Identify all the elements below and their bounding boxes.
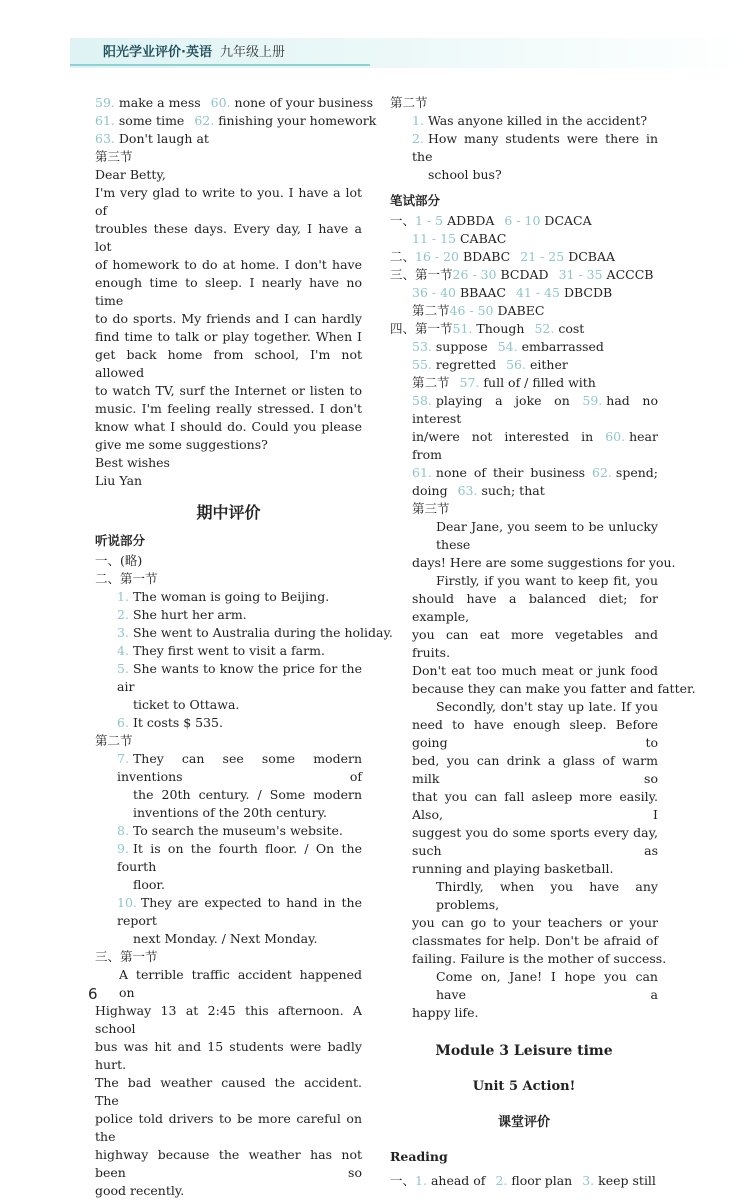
item-number: 52. [534, 321, 555, 336]
essay-line: should have a balanced diet; for example, [412, 591, 658, 624]
section-label: 第二节 [390, 95, 428, 110]
answer-text: none of your business [234, 95, 373, 110]
answer-text: They are expected to hand in the report [117, 895, 362, 928]
item-number: 2. [117, 607, 129, 622]
item-number: 4. [117, 643, 129, 658]
answer-key-line [390, 248, 658, 266]
item-number: 51. [452, 321, 473, 336]
answer-key: playing a joke on [435, 393, 570, 408]
answer-continuation: next Monday. / Next Monday. [133, 931, 318, 946]
essay-line: need to have enough sleep. Before going to [412, 717, 658, 750]
passage-line: A terrible traffic accident happened on [119, 967, 362, 1000]
answer-key: keep still [598, 1173, 656, 1188]
answer-key: ACCCB [606, 267, 654, 282]
item-number: 1. [415, 1173, 427, 1188]
essay-line: running and playing basketball. [412, 861, 614, 876]
answer-key: BDABC [463, 249, 511, 264]
answer-text: It costs $ 535. [132, 715, 223, 730]
section-label: 第三节 [412, 501, 450, 516]
answer-line [95, 642, 362, 660]
book-title: 阳光学业评价·英语 [103, 45, 212, 60]
unit-title: Unit 5 Action! [472, 1079, 576, 1094]
essay-line: you can go to your teachers or your [412, 915, 658, 930]
passage-line: The bad weather caused the accident. The [95, 1075, 362, 1108]
answer-key: cost [558, 321, 585, 336]
written-heading: 笔试部分 [390, 193, 441, 208]
answer-line [95, 822, 362, 840]
answer-key-line [390, 392, 658, 428]
item-range: 11 - 15 [412, 231, 456, 246]
answer-text: It is on the fourth floor. / On the fourth [117, 841, 362, 874]
item-number: 5. [117, 661, 129, 676]
answer-continuation: school bus? [428, 167, 502, 182]
letter-line: know what I should do. Could you please [95, 419, 362, 434]
essay-line: classmates for help. Don't be afraid of [412, 933, 658, 948]
answer-text: finishing your homework [218, 113, 377, 128]
answer-key: regretted [435, 357, 497, 372]
answer-key: none of their business [435, 465, 586, 480]
section-label: 第二节 [412, 375, 450, 390]
essay-line: days! Here are some suggestions for you. [412, 555, 676, 570]
essay-line: failing. Failure is the mother of success. [412, 951, 667, 966]
part-prefix: 四、第一节 [390, 321, 453, 336]
essay-line: you can eat more vegetables and fruits. [412, 627, 658, 660]
essay-line: suggest you do some sports every day, such as [412, 825, 658, 858]
letter-line: to watch TV, surf the Internet or listen to [95, 383, 362, 398]
item-range: 1 - 5 [415, 213, 444, 228]
answer-key: had no interest [412, 393, 658, 426]
item-number: 63. [95, 131, 115, 146]
part-prefix: 三、第一节 [390, 267, 453, 282]
item-number: 61. [95, 113, 115, 128]
item-number: 2. [495, 1173, 508, 1188]
part-label: 三、第一节 [95, 949, 158, 964]
item-number: 62. [592, 465, 612, 480]
answer-key: in/were not interested in [412, 429, 594, 444]
answer-line [95, 840, 362, 876]
answer-key-line [390, 230, 658, 248]
item-number: 57. [459, 375, 480, 390]
left-column [95, 94, 393, 1200]
item-number: 1. [412, 113, 424, 128]
item-number: 6. [117, 715, 129, 730]
letter-closing: Best wishes [95, 455, 170, 470]
essay-line: bed, you can drink a glass of warm milk so [412, 753, 658, 786]
answer-line [95, 624, 393, 642]
section-label: 第三节 [95, 149, 133, 164]
letter-line: troubles these days. Every day, I have a lot [95, 221, 362, 254]
answer-key-line [390, 428, 658, 464]
header-rule [70, 64, 370, 66]
answer-key: spend; [615, 465, 658, 480]
answer-text: The woman is going to Beijing. [132, 589, 330, 604]
part-label: 一、(略) [95, 553, 143, 568]
answer-key-line [390, 284, 658, 302]
item-number: 2. [412, 131, 424, 146]
answer-key-line [390, 212, 658, 230]
item-number: 7. [117, 751, 129, 766]
header-title [103, 44, 285, 62]
section-label: 第二节 [95, 733, 133, 748]
item-number: 1. [117, 589, 129, 604]
right-column [390, 94, 696, 1190]
answer-line [95, 94, 373, 112]
essay-line: because they can make you fatter and fatter. [412, 681, 696, 696]
essay-line: Firstly, if you want to keep fit, you [436, 573, 658, 588]
essay-line: that you can fall asleep more easily. Also, I [412, 789, 658, 822]
item-range: 26 - 30 [452, 267, 497, 282]
answer-text: Don't laugh at [118, 131, 209, 146]
answer-line [95, 714, 362, 732]
item-number: 60. [605, 429, 626, 444]
answer-key: DCACA [544, 213, 592, 228]
answer-text: She hurt her arm. [132, 607, 247, 622]
item-range: 41 - 45 [515, 285, 560, 300]
part-prefix: 一、 [390, 213, 416, 228]
part-prefix: 二、 [390, 249, 416, 264]
answer-key-line [390, 1172, 658, 1190]
item-number: 10. [117, 895, 137, 910]
answer-text: some time [118, 113, 185, 128]
answer-key: DABEC [497, 303, 545, 318]
item-range: 31 - 35 [558, 267, 603, 282]
item-number: 3. [117, 625, 129, 640]
part-prefix: 一、 [390, 1173, 416, 1188]
item-range: 46 - 50 [449, 303, 494, 318]
answer-key-line [390, 356, 658, 374]
essay [390, 518, 696, 1022]
answer-key-line [390, 482, 658, 500]
answer-continuation: ticket to Ottawa. [133, 697, 240, 712]
essay-line: Come on, Jane! I hope you can have a [436, 969, 658, 1002]
answer-continuation: the 20th century. / Some modern [133, 787, 362, 802]
letter-line: of homework to do at home. I don't have [95, 257, 362, 272]
answer-key: floor plan [511, 1173, 573, 1188]
item-number: 53. [412, 339, 432, 354]
answer-continuation: inventions of the 20th century. [133, 805, 327, 820]
answer-key-line [390, 338, 658, 356]
answer-key: either [529, 357, 568, 372]
answer-key: doing [412, 483, 448, 498]
essay-line: Secondly, don't stay up late. If you [436, 699, 658, 714]
item-number: 60. [210, 95, 231, 110]
midterm-heading: 期中评价 [196, 503, 261, 522]
answer-key-line [390, 302, 658, 320]
answer-text: How many students were there in the [412, 131, 658, 164]
item-range: 21 - 25 [520, 249, 565, 264]
answer-key: ADBDA [447, 213, 495, 228]
item-range: 6 - 10 [504, 213, 541, 228]
item-number: 61. [412, 465, 432, 480]
answer-text: They can see some modern inventions of [117, 751, 362, 784]
answer-key: such; that [481, 483, 545, 498]
item-number: 8. [117, 823, 129, 838]
answer-key: hear from [412, 429, 658, 462]
grade-label: 九年级上册 [219, 45, 285, 60]
answer-key: CABAC [459, 231, 507, 246]
answer-key: suppose [435, 339, 488, 354]
letter-signature: Liu Yan [95, 473, 143, 488]
answer-key-line [390, 464, 658, 482]
answer-key: Though [476, 321, 525, 336]
answer-line [95, 112, 377, 130]
essay-line: Dear Jane, you seem to be unlucky these [436, 519, 658, 552]
passage-line: highway because the weather has not been so [95, 1147, 362, 1180]
essay-line: Don't eat too much meat or junk food [412, 663, 658, 678]
part-label: 二、第一节 [95, 571, 158, 586]
listening-heading: 听说部分 [95, 533, 146, 548]
page-number: 6 [88, 985, 98, 1003]
answer-line [95, 894, 362, 930]
answer-line [390, 130, 658, 166]
item-number: 59. [95, 95, 115, 110]
item-number: 58. [412, 393, 432, 408]
answer-continuation: floor. [133, 877, 165, 892]
answer-text: To search the museum's website. [132, 823, 343, 838]
answer-key: DBCDB [563, 285, 613, 300]
item-number: 9. [117, 841, 129, 856]
answer-key-line [390, 374, 658, 392]
item-range: 16 - 20 [415, 249, 459, 264]
reading-heading: Reading [390, 1149, 448, 1164]
answer-line [95, 606, 362, 624]
part-prefix: 第二节 [412, 303, 450, 318]
item-number: 3. [582, 1173, 595, 1188]
letter-line: to do sports. My friends and I can hardly [95, 311, 362, 326]
module-title: Module 3 Leisure time [435, 1043, 613, 1059]
answer-text: make a mess [118, 95, 201, 110]
passage-line: bus was hit and 15 students were badly hurt. [95, 1039, 362, 1072]
passage-line: good recently. [95, 1183, 185, 1198]
answer-key: DCBAA [568, 249, 616, 264]
class-eval-heading: 课堂评价 [497, 1115, 550, 1130]
item-number: 56. [506, 357, 526, 372]
answer-line [390, 112, 658, 130]
letter-line: give me some suggestions? [95, 437, 268, 452]
answer-line [95, 660, 362, 696]
answer-key: BBAAC [459, 285, 506, 300]
answer-text: Was anyone killed in the accident? [427, 113, 648, 128]
letter-line: music. I'm feeling really stressed. I don't [95, 401, 362, 416]
letter-line: get back home from school, I'm not allowed [95, 347, 362, 380]
item-number: 59. [582, 393, 603, 408]
item-number: 63. [457, 483, 478, 498]
item-number: 55. [412, 357, 432, 372]
answer-text: She went to Australia during the holiday. [132, 625, 393, 640]
answer-key-line [390, 320, 658, 338]
answer-key: full of / filled with [483, 375, 596, 390]
answer-key: ahead of [430, 1173, 486, 1188]
passage-line: Highway 13 at 2:45 this afternoon. A school [95, 1003, 362, 1036]
answer-key: BCDAD [500, 267, 549, 282]
essay-line: Thirdly, when you have any problems, [436, 879, 658, 912]
passage-line: police told drivers to be more careful on the [95, 1111, 362, 1144]
answer-line [95, 130, 362, 148]
letter-line: find time to talk or play together. When I [95, 329, 362, 344]
essay-line: happy life. [412, 1005, 479, 1020]
letter-line: enough time to sleep. I nearly have no time [95, 275, 362, 308]
letter-line: Dear Betty, [95, 167, 166, 182]
page-header [70, 38, 750, 68]
item-number: 54. [497, 339, 518, 354]
letter-line: I'm very glad to write to you. I have a lot of [95, 185, 362, 218]
answer-key-line [390, 266, 658, 284]
item-number: 62. [194, 113, 215, 128]
item-range: 36 - 40 [412, 285, 456, 300]
answer-key: embarrassed [521, 339, 604, 354]
answer-text: She wants to know the price for the air [117, 661, 362, 694]
answer-line [95, 750, 362, 786]
answer-line [95, 588, 362, 606]
answer-text: They first went to visit a farm. [132, 643, 325, 658]
